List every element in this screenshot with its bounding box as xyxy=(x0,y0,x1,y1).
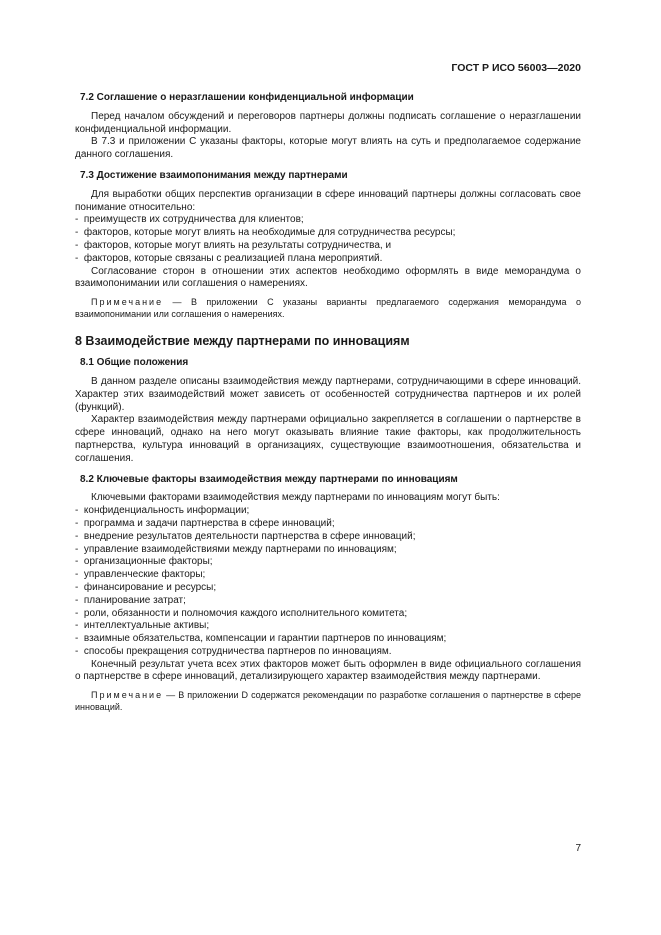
section-7-3-paragraph-1: Для выработки общих перспектив организации в сфере инноваций партнеры должны согласовать свое понимание относительно: xyxy=(75,188,581,213)
list-item: - роли, обязанности и полномочия каждого исполнительного комитета; xyxy=(75,608,581,621)
list-item: - программа и задачи партнерства в сфере инноваций; xyxy=(75,518,581,531)
list-item: - преимуществ их сотрудничества для клиентов; xyxy=(75,214,581,227)
list-item: - финансирование и ресурсы; xyxy=(75,582,581,595)
section-8-2-title: 8.2 Ключевые факторы взаимодействия между партнерами по инновациям xyxy=(80,473,458,485)
section-8-1-title: 8.1 Общие положения xyxy=(80,357,189,369)
list-item: - управленческие факторы; xyxy=(75,569,581,582)
section-8-1-paragraph-1: В данном разделе описаны взаимодействия между партнерами, сотрудничающими в сфере инноваций. Характер этих взаимодействий может зависеть от особенностей сотрудничества партнеров и их ролей (функций). xyxy=(75,375,581,413)
section-8-2-list xyxy=(75,505,581,659)
section-7-2-title: 7.2 Соглашение о неразглашении конфиденциальной информации xyxy=(80,92,414,103)
section-7-3-list xyxy=(75,214,581,265)
list-item: - факторов, которые могут влиять на результаты сотрудничества, и xyxy=(75,240,581,253)
page-number: 7 xyxy=(575,843,581,854)
list-item: - конфиденциальность информации; xyxy=(75,505,581,518)
list-item: - факторов, которые связаны с реализацией плана мероприятий. xyxy=(75,253,581,266)
list-item: - взаимные обязательства, компенсации и гарантии партнеров по инновациям; xyxy=(75,633,581,646)
standard-code-header: ГОСТ Р ИСО 56003—2020 xyxy=(451,62,581,74)
list-item: - внедрение результатов деятельности партнерства в сфере инноваций; xyxy=(75,531,581,544)
section-8-2-paragraph-1: Ключевыми факторами взаимодействия между партнерами по инновациям могут быть: xyxy=(91,492,500,504)
note-text: — В приложении D содержатся рекомендации по разработке соглашения о партнерстве в сфере инноваций. xyxy=(75,690,581,712)
list-item: - организационные факторы; xyxy=(75,556,581,569)
list-item: - факторов, которые могут влиять на необходимые для сотрудничества ресурсы; xyxy=(75,227,581,240)
list-item: - планирование затрат; xyxy=(75,595,581,608)
section-7-2-paragraph-2: В 7.3 и приложении C указаны факторы, которые могут влиять на суть и предполагаемое содержание данного соглашения. xyxy=(75,136,581,161)
note-text: — В приложении C указаны варианты предлагаемого содержания меморандума о взаимопонимании или соглашения о намерениях. xyxy=(75,297,581,319)
note-label: Примечание xyxy=(91,690,164,701)
list-item: - управление взаимодействиями между партнерами по инновациям; xyxy=(75,544,581,557)
section-8-2-paragraph-2: Конечный результат учета всех этих факторов может быть оформлен в виде официального соглашения о партнерстве в сфере инноваций, детализирующего характер взаимодействия между партнерами. xyxy=(75,658,581,683)
list-item: - способы прекращения сотрудничества партнеров по инновациям. xyxy=(75,646,581,659)
list-item: - интеллектуальные активы; xyxy=(75,620,581,633)
section-7-3-title: 7.3 Достижение взаимопонимания между партнерами xyxy=(80,169,348,181)
section-7-3-paragraph-2: Согласование сторон в отношении этих аспектов необходимо оформлять в виде меморандума о взаимопонимании или соглашения о намерениях. xyxy=(75,265,581,290)
section-8-title: 8 Взаимодействие между партнерами по инновациям xyxy=(75,334,410,349)
section-8-1-paragraph-2: Характер взаимодействия между партнерами официально закрепляется в соглашении о партнерстве в сфере инноваций, однако на него могут оказывать влияние такие факторы, как продолжительность партнерства, культура инноваций в организациях, существующие взаимоотношения, обязательства и соглашения. xyxy=(75,414,581,464)
note-label: Примечание xyxy=(91,297,164,308)
section-7-2-paragraph-1: Перед началом обсуждений и переговоров партнеры должны подписать соглашение о неразглашении конфиденциальной информации. xyxy=(75,110,581,135)
section-8-2-note xyxy=(75,690,581,713)
page-content xyxy=(75,92,581,713)
section-7-3-note xyxy=(75,297,581,320)
